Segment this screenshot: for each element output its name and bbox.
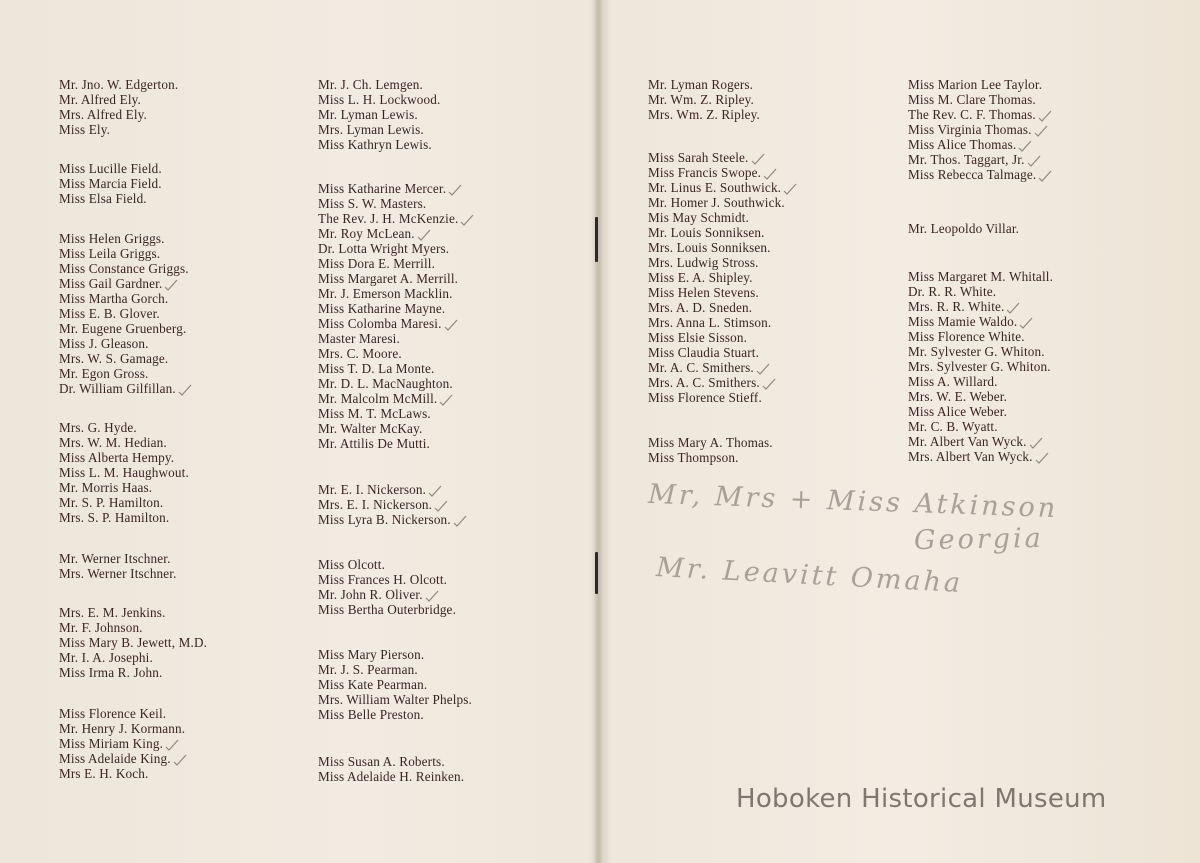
guest-name: Miss Colomba Maresi.: [318, 316, 474, 331]
guest-name: Mis May Schmidt.: [648, 210, 749, 225]
guest-name: Miss Elsa Field.: [59, 191, 147, 206]
guest-group: [908, 269, 1053, 464]
pencil-check-icon: [1038, 111, 1052, 121]
pencil-check-icon: [428, 486, 442, 496]
handwritten-annotation: [648, 478, 1148, 618]
guest-name: Miss Katharine Mayne.: [318, 301, 446, 316]
guest-name: Mrs. W. M. Hedian.: [59, 435, 167, 450]
guest-name: Mr. J. Ch. Lemgen.: [318, 77, 423, 92]
guest-name: Miss S. W. Masters.: [318, 196, 427, 211]
guest-group: [318, 754, 464, 784]
guest-group: [648, 77, 760, 122]
guest-name: Miss Virginia Thomas.: [908, 122, 1052, 137]
pencil-check-icon: [762, 379, 776, 389]
guest-name: Miss Susan A. Roberts.: [318, 754, 445, 769]
pencil-check-icon: [434, 501, 448, 511]
binding-gutter: [594, 0, 602, 863]
guest-name: Mrs. Werner Itschner.: [59, 566, 177, 581]
guest-name: Miss Belle Preston.: [318, 707, 424, 722]
guest-name: Miss Thompson.: [648, 450, 739, 465]
handwritten-line: Georgia: [913, 522, 1044, 557]
guest-name: Miss L. H. Lockwood.: [318, 92, 441, 107]
guest-name: Miss Gail Gardner.: [59, 276, 192, 291]
guest-name: Miss Mamie Waldo.: [908, 314, 1053, 329]
pencil-check-icon: [425, 591, 439, 601]
guest-name: Miss Adelaide H. Reinken.: [318, 769, 465, 784]
guest-name: Mr. Sylvester G. Whiton.: [908, 344, 1045, 359]
guest-name: Mr. F. Johnson.: [59, 620, 143, 635]
guest-name: Miss Florence Keil.: [59, 706, 167, 721]
pencil-check-icon: [783, 184, 797, 194]
guest-name: Mrs. W. E. Weber.: [908, 389, 1008, 404]
guest-name: Miss E. A. Shipley.: [648, 270, 753, 285]
guest-name: Mr. E. I. Nickerson.: [318, 482, 467, 497]
guest-name: Mr. A. C. Smithers.: [648, 360, 797, 375]
guest-name: Mr. S. P. Hamilton.: [59, 495, 164, 510]
guest-group: [318, 77, 440, 152]
guest-name: Mr. Wm. Z. Ripley.: [648, 92, 754, 107]
pencil-check-icon: [439, 395, 453, 405]
guest-name: Mr. Malcolm McMill.: [318, 391, 474, 406]
guest-group: [318, 181, 474, 451]
pencil-check-icon: [460, 215, 474, 225]
guest-name: Mr. Egon Gross.: [59, 366, 149, 381]
guest-name: Mr. Attilis De Mutti.: [318, 436, 430, 451]
guest-name: Mrs. William Walter Phelps.: [318, 692, 472, 707]
guest-name: Mrs. Louis Sonniksen.: [648, 240, 771, 255]
guest-name: Mrs. Ludwig Stross.: [648, 255, 759, 270]
guest-name: Miss Leila Griggs.: [59, 246, 161, 261]
guest-group: [59, 605, 207, 680]
guest-name: The Rev. J. H. McKenzie.: [318, 211, 474, 226]
guest-name: Miss Alberta Hempy.: [59, 450, 175, 465]
guest-name: Mrs E. H. Koch.: [59, 766, 149, 781]
guest-name: Miss E. B. Glover.: [59, 306, 160, 321]
guest-group: [59, 161, 162, 206]
guest-name: Dr. Lotta Wright Myers.: [318, 241, 450, 256]
guest-name: Miss Mary Pierson.: [318, 647, 425, 662]
guest-group: [59, 231, 192, 396]
guest-name: Mrs. E. M. Jenkins.: [59, 605, 166, 620]
pencil-check-icon: [173, 755, 187, 765]
guest-name: Miss Frances H. Olcott.: [318, 572, 448, 587]
pencil-check-icon: [1006, 303, 1020, 313]
guest-name: Mrs. Lyman Lewis.: [318, 122, 424, 137]
pencil-check-icon: [1019, 318, 1033, 328]
pencil-check-icon: [448, 185, 462, 195]
guest-name: Miss Dora E. Merrill.: [318, 256, 436, 271]
guest-name: Mrs. E. I. Nickerson.: [318, 497, 467, 512]
guest-name: Mr. John R. Oliver.: [318, 587, 456, 602]
guest-name: Mrs. Sylvester G. Whiton.: [908, 359, 1051, 374]
guest-name: Miss Marcia Field.: [59, 176, 162, 191]
pencil-check-icon: [417, 230, 431, 240]
guest-name: Mrs. S. P. Hamilton.: [59, 510, 170, 525]
guest-name: Mr. Lyman Lewis.: [318, 107, 418, 122]
guest-name: Mr. Jno. W. Edgerton.: [59, 77, 179, 92]
guest-name: Miss J. Gleason.: [59, 336, 149, 351]
guest-name: Mrs. G. Hyde.: [59, 420, 137, 435]
staple-top: [595, 217, 598, 262]
guest-name: Miss Irma R. John.: [59, 665, 163, 680]
guest-group: [59, 706, 187, 781]
pencil-check-icon: [444, 320, 458, 330]
guest-name: Mr. Alfred Ely.: [59, 92, 141, 107]
handwritten-line: Mr. Leavitt Omaha: [655, 551, 964, 600]
pencil-check-icon: [1018, 141, 1032, 151]
pencil-check-icon: [763, 169, 777, 179]
handwritten-line: Mr, Mrs + Miss Atkinson: [647, 478, 1059, 525]
guest-name: Miss A. Willard.: [908, 374, 998, 389]
guest-name: Mrs. Alfred Ely.: [59, 107, 147, 122]
pencil-check-icon: [1034, 126, 1048, 136]
guest-name: Miss Lyra B. Nickerson.: [318, 512, 467, 527]
pencil-check-icon: [1029, 438, 1043, 448]
guest-name: Miss Marion Lee Taylor.: [908, 77, 1043, 92]
guest-name: Mr. J. Emerson Macklin.: [318, 286, 453, 301]
guest-name: Miss Adelaide King.: [59, 751, 187, 766]
guest-name: Miss Martha Gorch.: [59, 291, 169, 306]
guest-name: Miss Miriam King.: [59, 736, 187, 751]
guest-name: Mr. Albert Van Wyck.: [908, 434, 1053, 449]
pencil-check-icon: [751, 154, 765, 164]
pencil-check-icon: [164, 280, 178, 290]
guest-name: Mr. Lyman Rogers.: [648, 77, 754, 92]
guest-name: Mr. Leopoldo Villar.: [908, 221, 1020, 236]
guest-name: Mrs. W. S. Gamage.: [59, 351, 169, 366]
guest-name: Miss Bertha Outerbridge.: [318, 602, 457, 617]
guest-group: [648, 435, 773, 465]
guest-group: [318, 557, 456, 617]
guest-name: Miss Mary A. Thomas.: [648, 435, 773, 450]
guest-name: Miss Claudia Stuart.: [648, 345, 760, 360]
guest-name: Mr. D. L. MacNaughton.: [318, 376, 453, 391]
guest-name: Miss Katharine Mercer.: [318, 181, 474, 196]
guest-name: Miss Margaret A. Merrill.: [318, 271, 459, 286]
pencil-check-icon: [756, 364, 770, 374]
guest-group: [318, 647, 472, 722]
guest-name: Mrs. Anna L. Stimson.: [648, 315, 772, 330]
guest-name: Mr. Roy McLean.: [318, 226, 474, 241]
guest-name: Mrs. R. R. White.: [908, 299, 1053, 314]
right-page: [600, 0, 1200, 863]
guest-name: Miss M. T. McLaws.: [318, 406, 431, 421]
guest-group: [648, 150, 797, 405]
pencil-check-icon: [165, 740, 179, 750]
guest-group: [908, 221, 1019, 236]
guest-group: [59, 77, 178, 137]
pencil-check-icon: [1035, 453, 1049, 463]
guest-name: Mrs. Wm. Z. Ripley.: [648, 107, 761, 122]
guest-name: Miss Alice Weber.: [908, 404, 1008, 419]
guest-name: Miss Helen Stevens.: [648, 285, 759, 300]
pencil-check-icon: [453, 516, 467, 526]
guest-name: Miss Kathryn Lewis.: [318, 137, 432, 152]
guest-name: Mr. Homer J. Southwick.: [648, 195, 785, 210]
guest-name: Miss Olcott.: [318, 557, 386, 572]
guest-name: Miss Mary B. Jewett, M.D.: [59, 635, 208, 650]
guest-name: Miss Elsie Sisson.: [648, 330, 748, 345]
guest-name: Miss Alice Thomas.: [908, 137, 1052, 152]
guest-group: [318, 482, 467, 527]
guest-name: Miss T. D. La Monte.: [318, 361, 435, 376]
guest-name: Mr. Werner Itschner.: [59, 551, 171, 566]
guest-name: Mr. Morris Haas.: [59, 480, 153, 495]
guest-group: [59, 420, 189, 525]
guest-name: Mr. Henry J. Kormann.: [59, 721, 186, 736]
pencil-check-icon: [1027, 156, 1041, 166]
guest-name: Mr. I. A. Josephi.: [59, 650, 153, 665]
guest-name: Miss Sarah Steele.: [648, 150, 797, 165]
guest-name: Mr. Walter McKay.: [318, 421, 423, 436]
guest-name: Miss Ely.: [59, 122, 111, 137]
guest-name: Miss Kate Pearman.: [318, 677, 428, 692]
guest-name: Mrs. A. C. Smithers.: [648, 375, 797, 390]
guest-name: Master Maresi.: [318, 331, 400, 346]
guest-name: Mr. Louis Sonniksen.: [648, 225, 765, 240]
guest-name: Miss Florence White.: [908, 329, 1025, 344]
guest-name: Mrs. A. D. Sneden.: [648, 300, 753, 315]
guest-name: Miss Rebecca Talmage.: [908, 167, 1052, 182]
guest-name: Miss Constance Griggs.: [59, 261, 189, 276]
guest-name: Miss Helen Griggs.: [59, 231, 165, 246]
guest-name: Miss M. Clare Thomas.: [908, 92, 1036, 107]
guest-name: Dr. R. R. White.: [908, 284, 997, 299]
guest-name: Mr. Eugene Gruenberg.: [59, 321, 187, 336]
guest-group: [59, 551, 177, 581]
guest-name: Mr. Linus E. Southwick.: [648, 180, 797, 195]
guest-name: Mrs. C. Moore.: [318, 346, 402, 361]
guest-name: Miss Margaret M. Whitall.: [908, 269, 1054, 284]
guest-name: Miss Francis Swope.: [648, 165, 797, 180]
museum-watermark: Hoboken Historical Museum: [736, 784, 1107, 814]
guest-name: Mr. J. S. Pearman.: [318, 662, 418, 677]
guest-name: Miss Lucille Field.: [59, 161, 162, 176]
guest-name: Miss L. M. Haughwout.: [59, 465, 189, 480]
guest-name: Mr. C. B. Wyatt.: [908, 419, 998, 434]
guest-name: Mrs. Albert Van Wyck.: [908, 449, 1053, 464]
guest-name: Dr. William Gilfillan.: [59, 381, 192, 396]
guest-name: The Rev. C. F. Thomas.: [908, 107, 1052, 122]
pencil-check-icon: [178, 385, 192, 395]
guest-group: [908, 77, 1052, 182]
guest-name: Mr. Thos. Taggart, Jr.: [908, 152, 1052, 167]
pencil-check-icon: [1038, 171, 1052, 181]
guest-name: Miss Florence Stieff.: [648, 390, 762, 405]
staple-bottom: [595, 552, 598, 594]
